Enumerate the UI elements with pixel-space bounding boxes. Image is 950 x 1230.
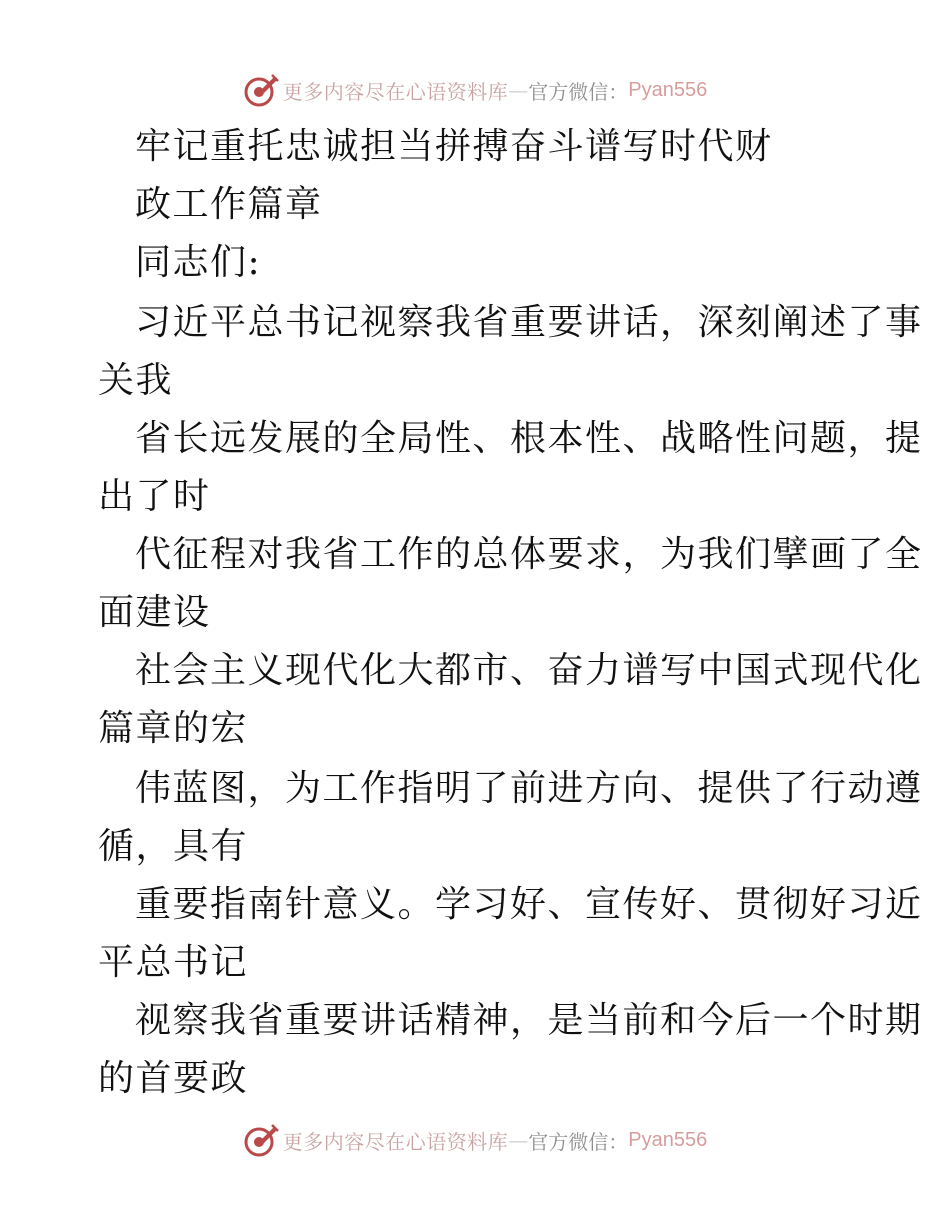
banner-separator: —: [508, 1128, 529, 1152]
wechat-label: 官方微信：: [528, 1129, 629, 1154]
body-line: 重要指南针意义。学习好、宣传好、贯彻好习近: [135, 884, 923, 925]
body-line: 平总书记: [98, 942, 249, 983]
header-banner[interactable]: [0, 70, 950, 110]
wechat-label: 官方微信：: [528, 79, 629, 104]
body-line: 篇章的宏: [98, 708, 249, 749]
body-line: 关我: [98, 360, 174, 401]
body-line: 面建设: [98, 592, 211, 633]
title-line-1: 牢记重托忠诚担当拼搏奋斗谱写时代财: [135, 126, 773, 167]
wechat-id: Pyan556: [628, 78, 708, 101]
wechat-id: Pyan556: [628, 1128, 708, 1151]
body-line: 代征程对我省工作的总体要求，为我们擘画了全: [135, 534, 923, 575]
body-line: 伟蓝图，为工作指明了前进方向、提供了行动遵: [135, 768, 923, 809]
body-line: 视察我省重要讲话精神，是当前和今后一个时期: [135, 1000, 923, 1041]
body-line: 习近平总书记视察我省重要讲话，深刻阐述了事: [135, 302, 923, 343]
pen-nib-logo-icon: [243, 1122, 279, 1158]
banner-separator: —: [508, 78, 529, 102]
body-line: 循，具有: [98, 826, 249, 867]
footer-banner[interactable]: [0, 1120, 950, 1160]
body-line: 的首要政: [98, 1058, 249, 1099]
body-line: 社会主义现代化大都市、奋力谱写中国式现代化: [135, 650, 923, 691]
banner-text: 更多内容尽在心语资料库: [282, 79, 509, 104]
salutation: 同志们:: [135, 242, 262, 283]
body-line: 省长远发展的全局性、根本性、战略性问题，提: [135, 418, 923, 459]
body-line: 出了时: [98, 476, 211, 517]
title-line-2: 政工作篇章: [135, 184, 323, 225]
banner-text: 更多内容尽在心语资料库: [282, 1129, 509, 1154]
pen-nib-logo-icon: [243, 72, 279, 108]
